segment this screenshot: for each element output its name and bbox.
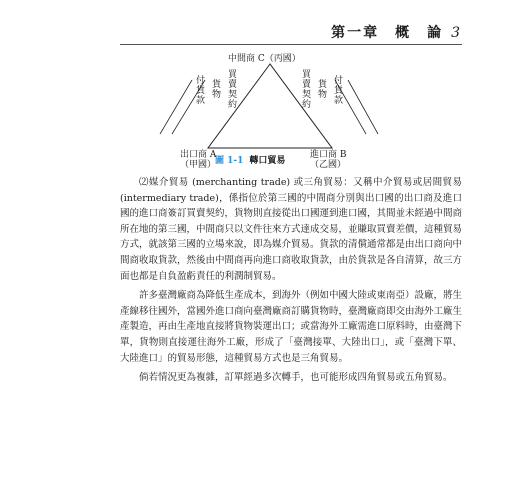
left-col-3: 買賣契約 (228, 70, 238, 110)
right-node-label-2: （乙國） (310, 160, 347, 170)
figure-number: 圖 1-1 (215, 156, 244, 166)
right-col-3: 付貨款 (334, 76, 344, 106)
left-col-2: 貨物 (212, 80, 222, 100)
running-header (331, 22, 462, 42)
triangle (208, 64, 332, 148)
left-node-label-2: （甲國） (180, 160, 217, 170)
right-arrow-line-1 (348, 80, 378, 134)
right-col-1: 買賣契約 (302, 70, 312, 110)
body-text (120, 175, 462, 390)
chapter-title: 第一章 概 論 (331, 25, 444, 41)
right-col-2: 貨物 (318, 80, 328, 100)
left-node-label-1: 出口商 A (180, 150, 217, 160)
right-node-label-1: 進口商 B (310, 150, 347, 160)
figure-caption (215, 153, 285, 166)
header-rule (120, 44, 462, 45)
page-number: 3 (451, 25, 462, 41)
left-col-1: 付貨款 (196, 76, 206, 106)
left-arrow-line-1 (160, 80, 192, 134)
top-node-label: 中間商 C（丙國） (228, 54, 301, 64)
paragraph: 許多臺灣廠商為降低生產成本，到海外（例如中國大陸或東南亞）設廠，將生產線移往國外，當國外進口商向臺灣廠商訂購貨物時，臺灣廠商即交由海外工廠生產製造，再由生產地直接將貨物裝運出口；或當海外工廠需進口原料時，由臺灣下單，貨物則直接運往海外工廠，形成了「臺灣接單、大陸出口」，或「臺灣下單、大陸進口」的貿易形態，這種貿易方式也是三角貿易。 (120, 290, 463, 364)
paragraph: ⑵媒介貿易 (merchanting trade) 或三角貿易：又稱中介貿易或居間貿易 (intermediary trade)，係指位於第三國的中間商分別與出口國的出口商及進口國的進口商簽訂買賣契約，貨物則直接從出口國運到進口國，其間並未經過中間商所在地的第三國，中間商只以文件往來方式達成交易，並賺取買賣差價，這種貿易方式，就該第三國的立場來說，即為媒介貿易。貨款的清償通常都是由出口商向中間商收取貨款，然後由中間商再向進口商收取貨款，由於貨款是各自清算，故三方面也都是自負盈虧責任的利潤制貿易。 (120, 177, 463, 282)
figure-title: 轉口貿易 (249, 156, 286, 166)
paragraph: 倘若情況更為複雜，訂單經過多次轉手，也可能形成四角貿易或五角貿易。 (139, 372, 453, 384)
